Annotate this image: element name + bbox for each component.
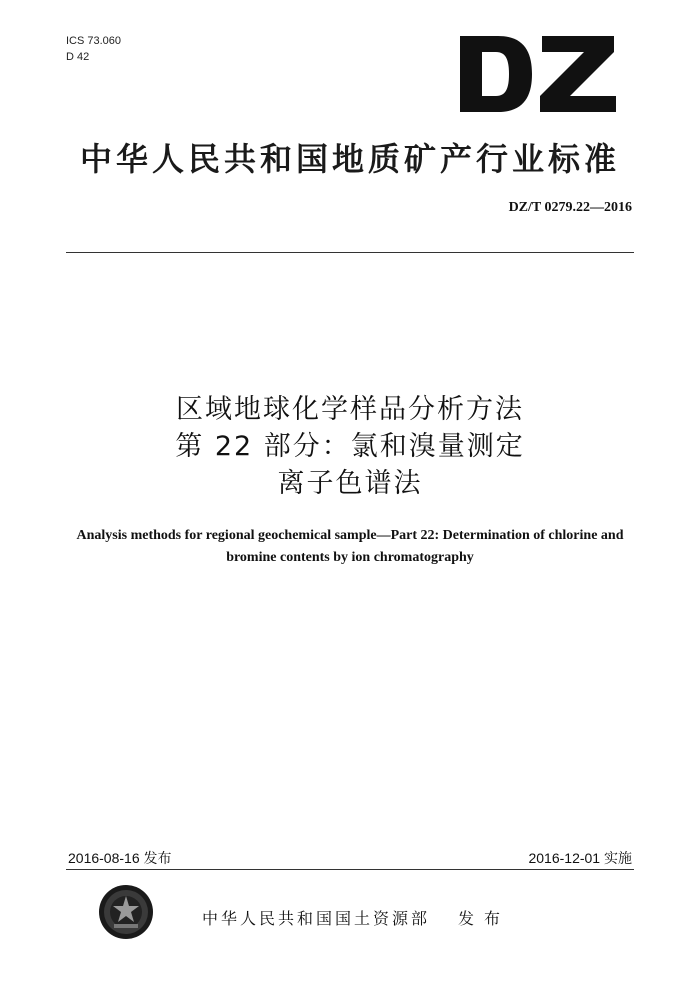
document-title-line-3: 离子色谱法 xyxy=(277,468,423,499)
ccs-code: D 42 xyxy=(66,51,90,63)
classification-block xyxy=(66,33,121,65)
standard-title: 中华人民共和国地质矿产行业标准 xyxy=(79,140,620,178)
issue-label: 发布 xyxy=(458,909,511,928)
issuing-authority: 中华人民共和国国土资源部 xyxy=(202,909,431,928)
release-date: 2016-08-16 发布 xyxy=(68,850,172,866)
document-title-line-2: 第 22 部分：氯和溴量测定 xyxy=(175,431,525,462)
logo-letter-z xyxy=(540,36,616,112)
document-title-line-1: 区域地球化学样品分析方法 xyxy=(176,394,524,425)
document-title-english: Analysis methods for regional geochemical sample—Part 22: Determination of chlorine and bromine contents by ion chromatography xyxy=(76,528,624,565)
header-divider xyxy=(66,252,634,253)
implementation-date: 2016-12-01 实施 xyxy=(528,850,632,866)
footer-divider xyxy=(66,869,634,870)
standard-code: DZ/T 0279.22—2016 xyxy=(508,200,632,215)
logo-letter-d xyxy=(460,36,532,112)
ics-code: ICS 73.060 xyxy=(66,35,122,47)
national-emblem-seal xyxy=(98,884,154,940)
dz-logo xyxy=(452,32,622,116)
